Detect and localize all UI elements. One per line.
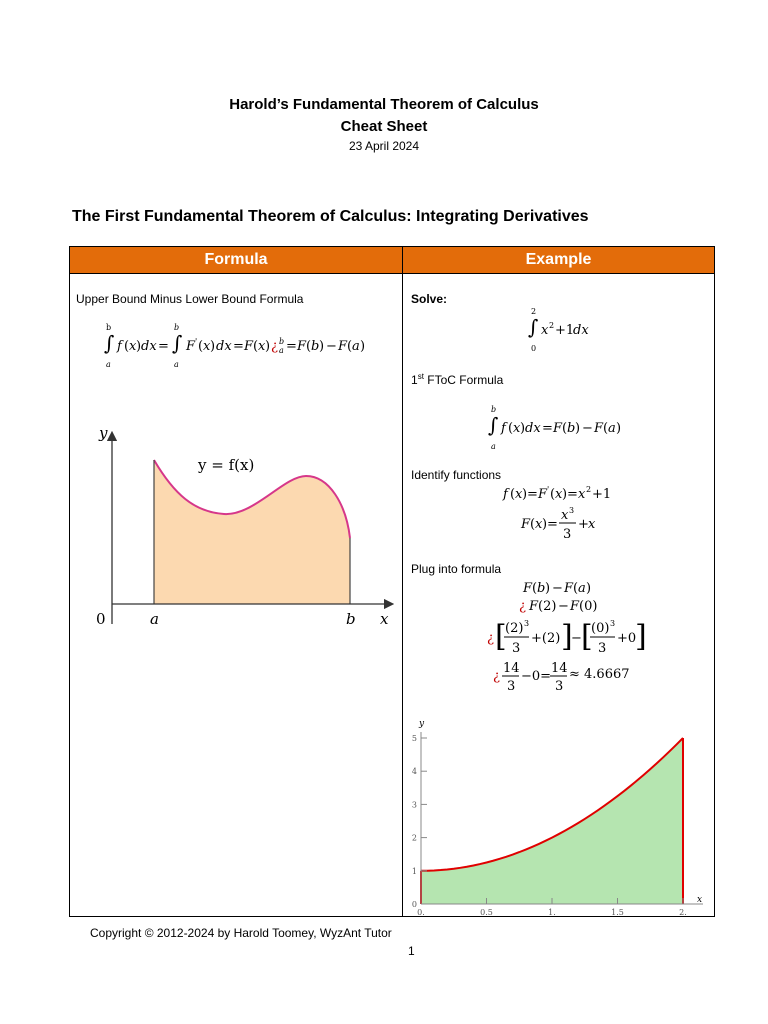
svg-text:a: a [578,581,586,596]
copyright: Copyright © 2012-2024 by Harold Toomey, WyzAnt Tutor [90,926,392,940]
svg-text:x: x [515,487,523,502]
svg-text:F: F [570,599,580,614]
x-tick-label: 1.5 [611,908,624,917]
svg-text:∫: ∫ [528,315,539,339]
svg-text:−: − [571,631,582,646]
svg-text:F: F [594,421,604,436]
graph-x-label: x [380,610,389,628]
svg-text:¿: ¿ [487,631,494,646]
svg-text:): ) [616,421,622,436]
ftoc-formula [100,322,400,372]
svg-text:dx: dx [216,339,232,354]
svg-text:[: [ [581,619,593,654]
y-tick-label: 0 [411,900,417,909]
svg-text:F: F [529,599,539,614]
y-axis-label: y [419,719,425,729]
svg-text:3: 3 [610,619,616,628]
svg-text:F: F [523,581,533,596]
svg-text:3: 3 [507,679,516,692]
svg-text:f: f [117,339,122,354]
curve-label: y = f(x) [198,456,255,474]
svg-text:b: b [279,337,285,346]
svg-text:x: x [588,517,596,532]
svg-text:a: a [352,339,360,354]
svg-text:): ) [360,339,366,354]
svg-text:+1: +1 [592,487,612,502]
svg-text:': ' [195,337,198,346]
ftoc-formula-example [483,402,653,452]
svg-text:(: ( [508,421,514,436]
svg-text:(2): (2) [538,599,557,614]
area-fill [421,738,683,904]
svg-text:(0): (0) [579,599,598,614]
svg-text:F: F [186,339,196,354]
formula-label: Upper Bound Minus Lower Bound Formula [76,292,304,306]
svg-text:): ) [522,487,528,502]
identify-functions [493,478,653,548]
svg-text:2: 2 [531,307,537,316]
area-fill [154,460,350,604]
svg-text:b: b [567,421,576,436]
svg-text:−0=: −0= [521,669,552,684]
result-value: ≈ 4.6667 [569,667,630,682]
svg-text:(: ( [198,339,204,354]
formula-cell [70,274,402,916]
svg-text:F: F [553,421,563,436]
y-tick-label: 5 [411,734,417,743]
svg-text:F: F [244,339,254,354]
svg-text:14: 14 [551,661,568,676]
svg-text:+0: +0 [617,631,637,646]
section-title: The First Fundamental Theorem of Calculus: Integrating Derivatives [72,208,589,225]
svg-text:(: ( [550,487,556,502]
svg-text:b: b [311,339,320,354]
svg-text:): ) [575,421,581,436]
x-tick-label: 0.5 [480,908,493,917]
example-cell [403,274,714,916]
svg-text:x: x [541,323,549,338]
svg-text:): ) [210,339,216,354]
svg-text:=: = [233,339,244,354]
svg-text:=: = [547,517,558,532]
y-tick-label: 1 [411,866,417,876]
svg-text:x: x [561,508,569,523]
svg-text:(: ( [573,581,579,596]
example-header: Example [403,247,715,274]
svg-text:b: b [491,405,497,414]
svg-text:': ' [547,485,550,494]
svg-text:x: x [258,339,266,354]
graph-origin: 0 [96,610,106,628]
svg-text:F: F [521,517,531,532]
svg-text:∫: ∫ [172,331,183,355]
y-tick-label: 3 [411,800,417,810]
svg-text:3: 3 [563,527,572,542]
svg-text:3: 3 [512,641,521,656]
svg-text:=: = [567,487,578,502]
svg-text:[: [ [495,619,507,654]
svg-text:): ) [545,581,551,596]
svg-text:=: = [527,487,538,502]
svg-text:¿: ¿ [271,339,278,354]
svg-text:2: 2 [586,485,592,494]
svg-text:¿: ¿ [519,599,526,614]
svg-text:3: 3 [598,641,607,656]
solve-label: Solve: [411,292,448,306]
page-number: 1 [408,944,415,958]
step3-label: Plug into formula [411,562,502,576]
svg-text:=: = [158,339,169,354]
svg-text:14: 14 [503,661,520,676]
svg-text:b: b [174,323,180,332]
svg-text:a: a [491,442,496,451]
svg-text:(: ( [530,517,536,532]
graph-b-label: b [346,610,356,628]
svg-text:): ) [319,339,325,354]
svg-text:3: 3 [555,679,564,692]
svg-text:∫: ∫ [488,413,499,437]
doc-date: 23 April 2024 [348,139,420,153]
doc-subtitle: Cheat Sheet [340,118,428,135]
svg-text:): ) [562,487,568,502]
svg-text:a: a [608,421,616,436]
svg-text:x: x [555,487,563,502]
svg-text:x: x [535,517,543,532]
svg-text:): ) [265,339,271,354]
svg-text:+: + [578,517,589,532]
svg-text:(: ( [510,487,516,502]
svg-text:(: ( [532,581,538,596]
svg-text:): ) [586,581,592,596]
svg-text:F: F [564,581,574,596]
svg-text:−: − [558,599,569,614]
theorem-table [69,246,715,917]
svg-text:¿: ¿ [493,669,500,684]
svg-text:2: 2 [549,321,555,330]
x-tick-label: 1. [548,908,556,917]
svg-text:(: ( [124,339,130,354]
formula-header: Formula [70,247,403,274]
svg-text:=: = [542,421,553,436]
svg-text:dx: dx [573,323,589,338]
svg-text:a: a [174,360,179,369]
doc-title: Harold’s Fundamental Theorem of Calculus [229,96,539,113]
svg-text:F: F [297,339,307,354]
x-axis-label: x [697,895,703,905]
step2-label: Identify functions [411,468,502,482]
svg-text:+1: +1 [555,323,575,338]
svg-text:x: x [578,487,586,502]
svg-text:): ) [542,517,548,532]
x-tick-label: 2. [679,908,687,917]
svg-text:F: F [338,339,348,354]
svg-text:dx: dx [525,421,541,436]
svg-text:f: f [503,487,508,502]
y-tick-label: 4 [411,767,417,777]
svg-text:3: 3 [524,619,530,628]
svg-text:b: b [537,581,546,596]
svg-text:=: = [286,339,297,354]
y-tick-label: 2 [411,833,417,843]
svg-text:(: ( [562,421,568,436]
svg-text:(: ( [347,339,353,354]
svg-text:−: − [552,581,563,596]
svg-text:(: ( [306,339,312,354]
graph-a-label: a [150,610,159,628]
svg-text:+(2): +(2) [531,631,561,646]
svg-text:x: x [203,339,211,354]
svg-text:dx: dx [141,339,157,354]
svg-text:(0): (0) [591,621,610,636]
svg-text:(: ( [253,339,259,354]
x-tick-label: 0. [417,908,425,917]
svg-text:): ) [136,339,142,354]
step1-label: 1st FToC Formula [411,372,504,387]
svg-text:x: x [129,339,137,354]
svg-text:a: a [106,360,111,369]
svg-text:]: ] [561,619,573,654]
svg-text:): ) [520,421,526,436]
area-graph [84,404,394,634]
graph-y-label: y [99,424,108,442]
svg-text:3: 3 [569,506,575,515]
problem-integral [523,304,613,354]
svg-text:−: − [582,421,593,436]
svg-text:−: − [326,339,337,354]
svg-text:a: a [279,346,284,355]
svg-text:]: ] [635,619,647,654]
area-chart [403,708,715,918]
svg-text:f: f [501,421,506,436]
svg-text:(2): (2) [505,621,524,636]
svg-text:∫: ∫ [104,331,115,355]
svg-text:0: 0 [531,344,537,353]
svg-text:F: F [538,487,548,502]
svg-text:x: x [513,421,521,436]
svg-text:b: b [106,323,112,332]
svg-text:(: ( [603,421,609,436]
